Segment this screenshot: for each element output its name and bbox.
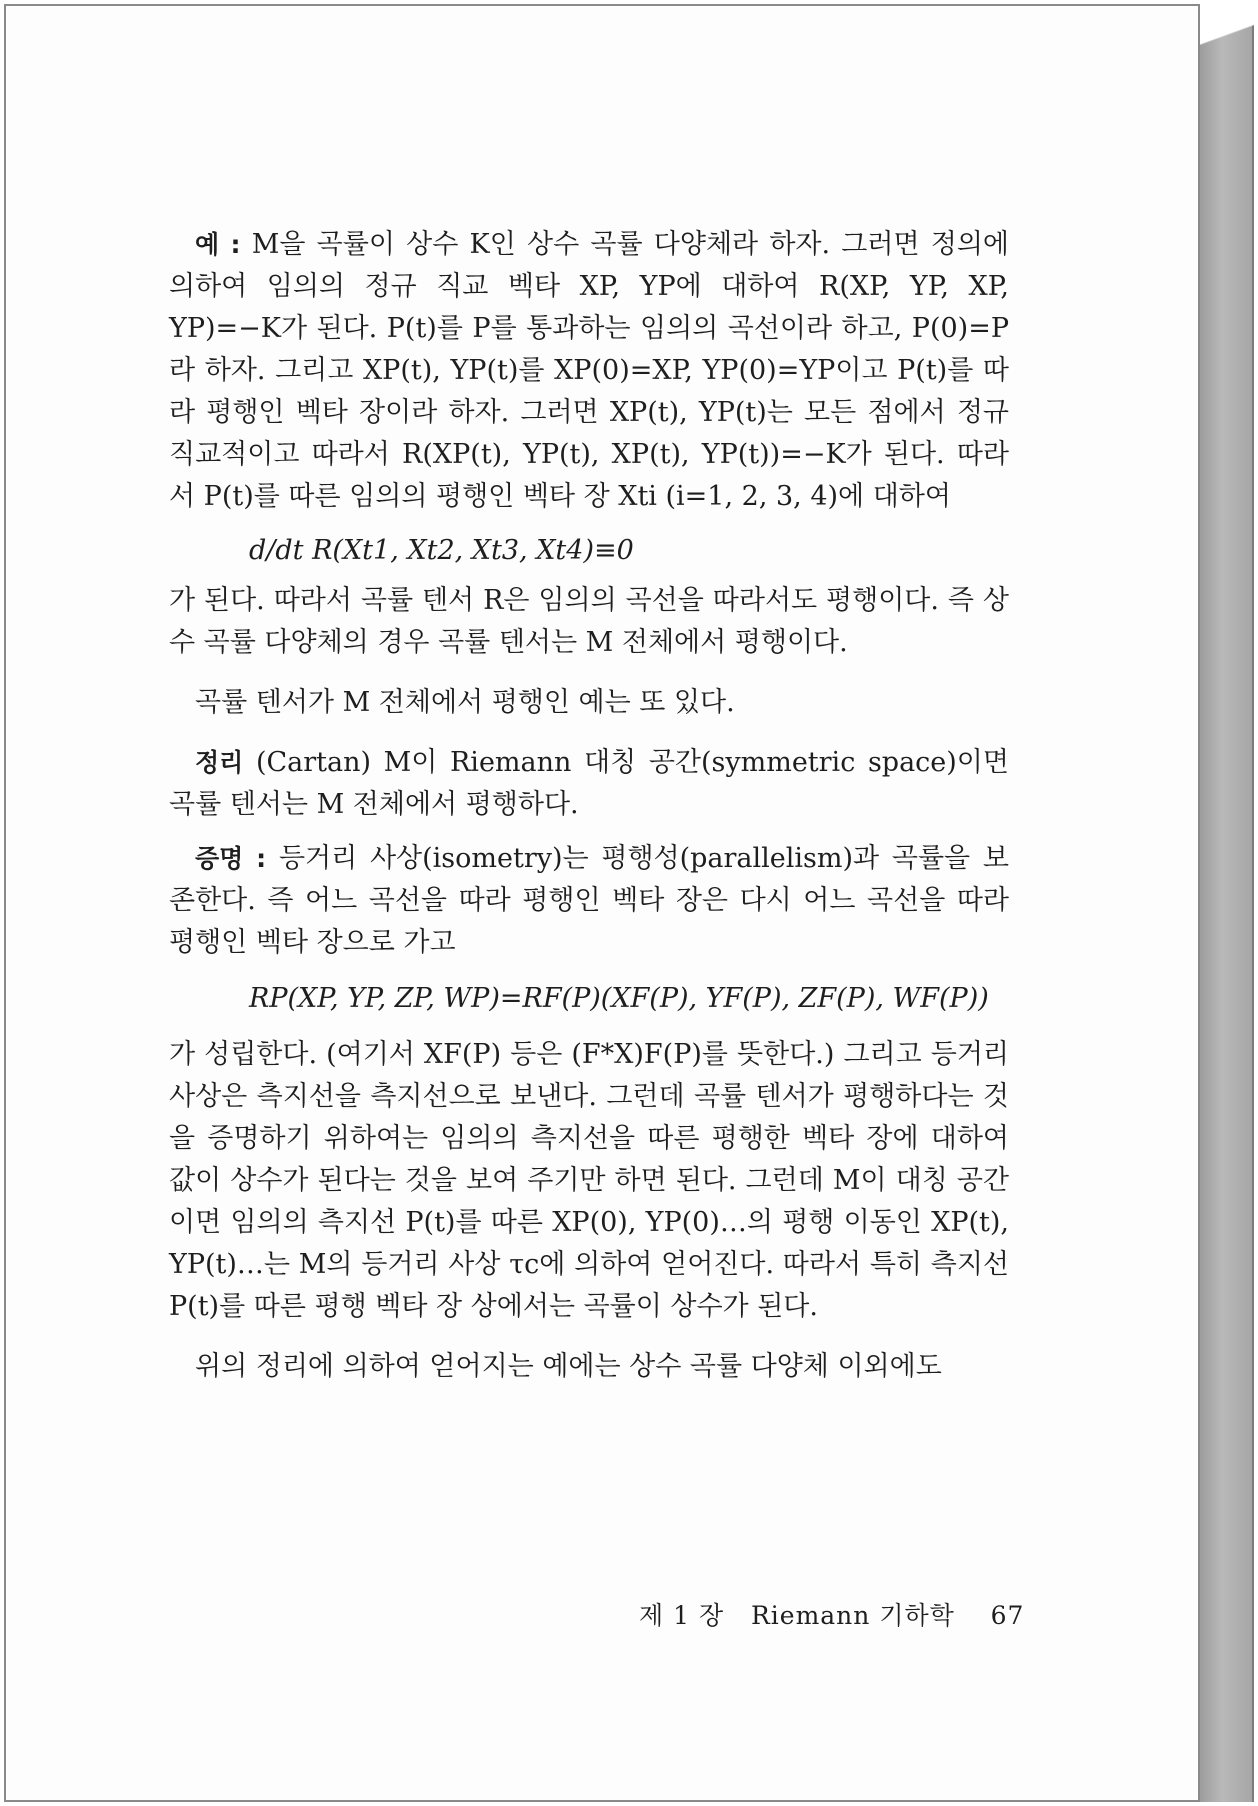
page-footer xyxy=(639,1596,1024,1632)
proof-continuation: 가 성립한다. (여기서 XF(P) 등은 (F*X)F(P)를 뜻한다.) 그리고 등거리 사상은 측지선을 측지선으로 보낸다. 그런데 곡률 텐서가 평행하다는 것을 증명하기 위하여는 임의의 측지선을 따른 평행한 벡타 장에 대하여 값이 상수가 된다는 것을 보여 주기만 하면 된다. 그런데 M이 대칭 공간이면 임의의 측지선 P(t)를 따른 XP(0), YP(0)…의 평행 이동인 XP(t), YP(t)…는 M의 등거리 사상 τc에 의하여 얻어진다. 따라서 특히 측지선 P(t)를 따른 평행 벡타 장 상에서는 곡률이 상수가 된다. xyxy=(169,1039,1009,1322)
book-page xyxy=(4,4,1200,1802)
example-label: 예 : xyxy=(195,230,241,259)
proof-label: 증명 : xyxy=(195,844,267,873)
remark-paragraph: 곡률 텐서가 M 전체에서 평행인 예는 또 있다. xyxy=(195,687,735,718)
example-conclusion: 가 된다. 따라서 곡률 텐서 R은 임의의 곡선을 따라서도 평행이다. 즉 상수 곡률 다양체의 경우 곡률 텐서는 M 전체에서 평행이다. xyxy=(169,585,1009,658)
example-text: M을 곡률이 상수 K인 상수 곡률 다양체라 하자. 그러면 정의에 의하여 임의의 정규 직교 벡타 XP, YP에 대하여 R(XP, YP, XP, YP)=−K가 된다. P(t)를 P를 통과하는 임의의 곡선이라 하고, P(0)=P라 하자. 그리고 XP(t), YP(t)를 XP(0)=XP, YP(0)=YP이고 P(t)를 따라 평행인 벡타 장이라 하자. 그러면 XP(t), YP(t)는 모든 점에서 정규 직교적이고 따라서 R(XP(t), YP(t), XP(t), YP(t))=−K가 된다. 따라서 P(t)를 따른 임의의 평행인 벡타 장 Xti (i=1, 2, 3, 4)에 대하여 xyxy=(169,229,1010,512)
isometry-formula: RP(XP, YP, ZP, WP)=RF(P)(XF(P), YF(P), ZF(P), WF(P)) xyxy=(249,983,989,1014)
theorem-text: (Cartan) M이 Riemann 대칭 공간(symmetric space)이면 곡률 텐서는 M 전체에서 평행하다. xyxy=(169,747,1009,820)
theorem-paragraph xyxy=(169,742,1009,826)
theorem-label: 정리 xyxy=(195,748,244,777)
example-paragraph xyxy=(169,224,1009,518)
proof-paragraph xyxy=(169,838,1009,964)
footer-title: Riemann 기하학 xyxy=(750,1601,955,1630)
footer-chapter: 제 1 장 xyxy=(639,1601,725,1630)
page-number: 67 xyxy=(990,1601,1025,1630)
proof-text: 등거리 사상(isometry)는 평행성(parallelism)과 곡률을 보존한다. 즉 어느 곡선을 따라 평행인 벡타 장은 다시 어느 곡선을 따라 평행인 벡타 장으로 가고 xyxy=(169,843,1009,958)
derivative-formula: d/dt R(Xt1, Xt2, Xt3, Xt4)≡0 xyxy=(249,535,634,566)
closing-paragraph: 위의 정리에 의하여 얻어지는 예에는 상수 곡률 다양체 이외에도 xyxy=(195,1351,942,1382)
page-body xyxy=(169,224,1009,1388)
page-corner xyxy=(1198,6,1254,66)
page-edge-shadow xyxy=(1198,6,1254,1802)
